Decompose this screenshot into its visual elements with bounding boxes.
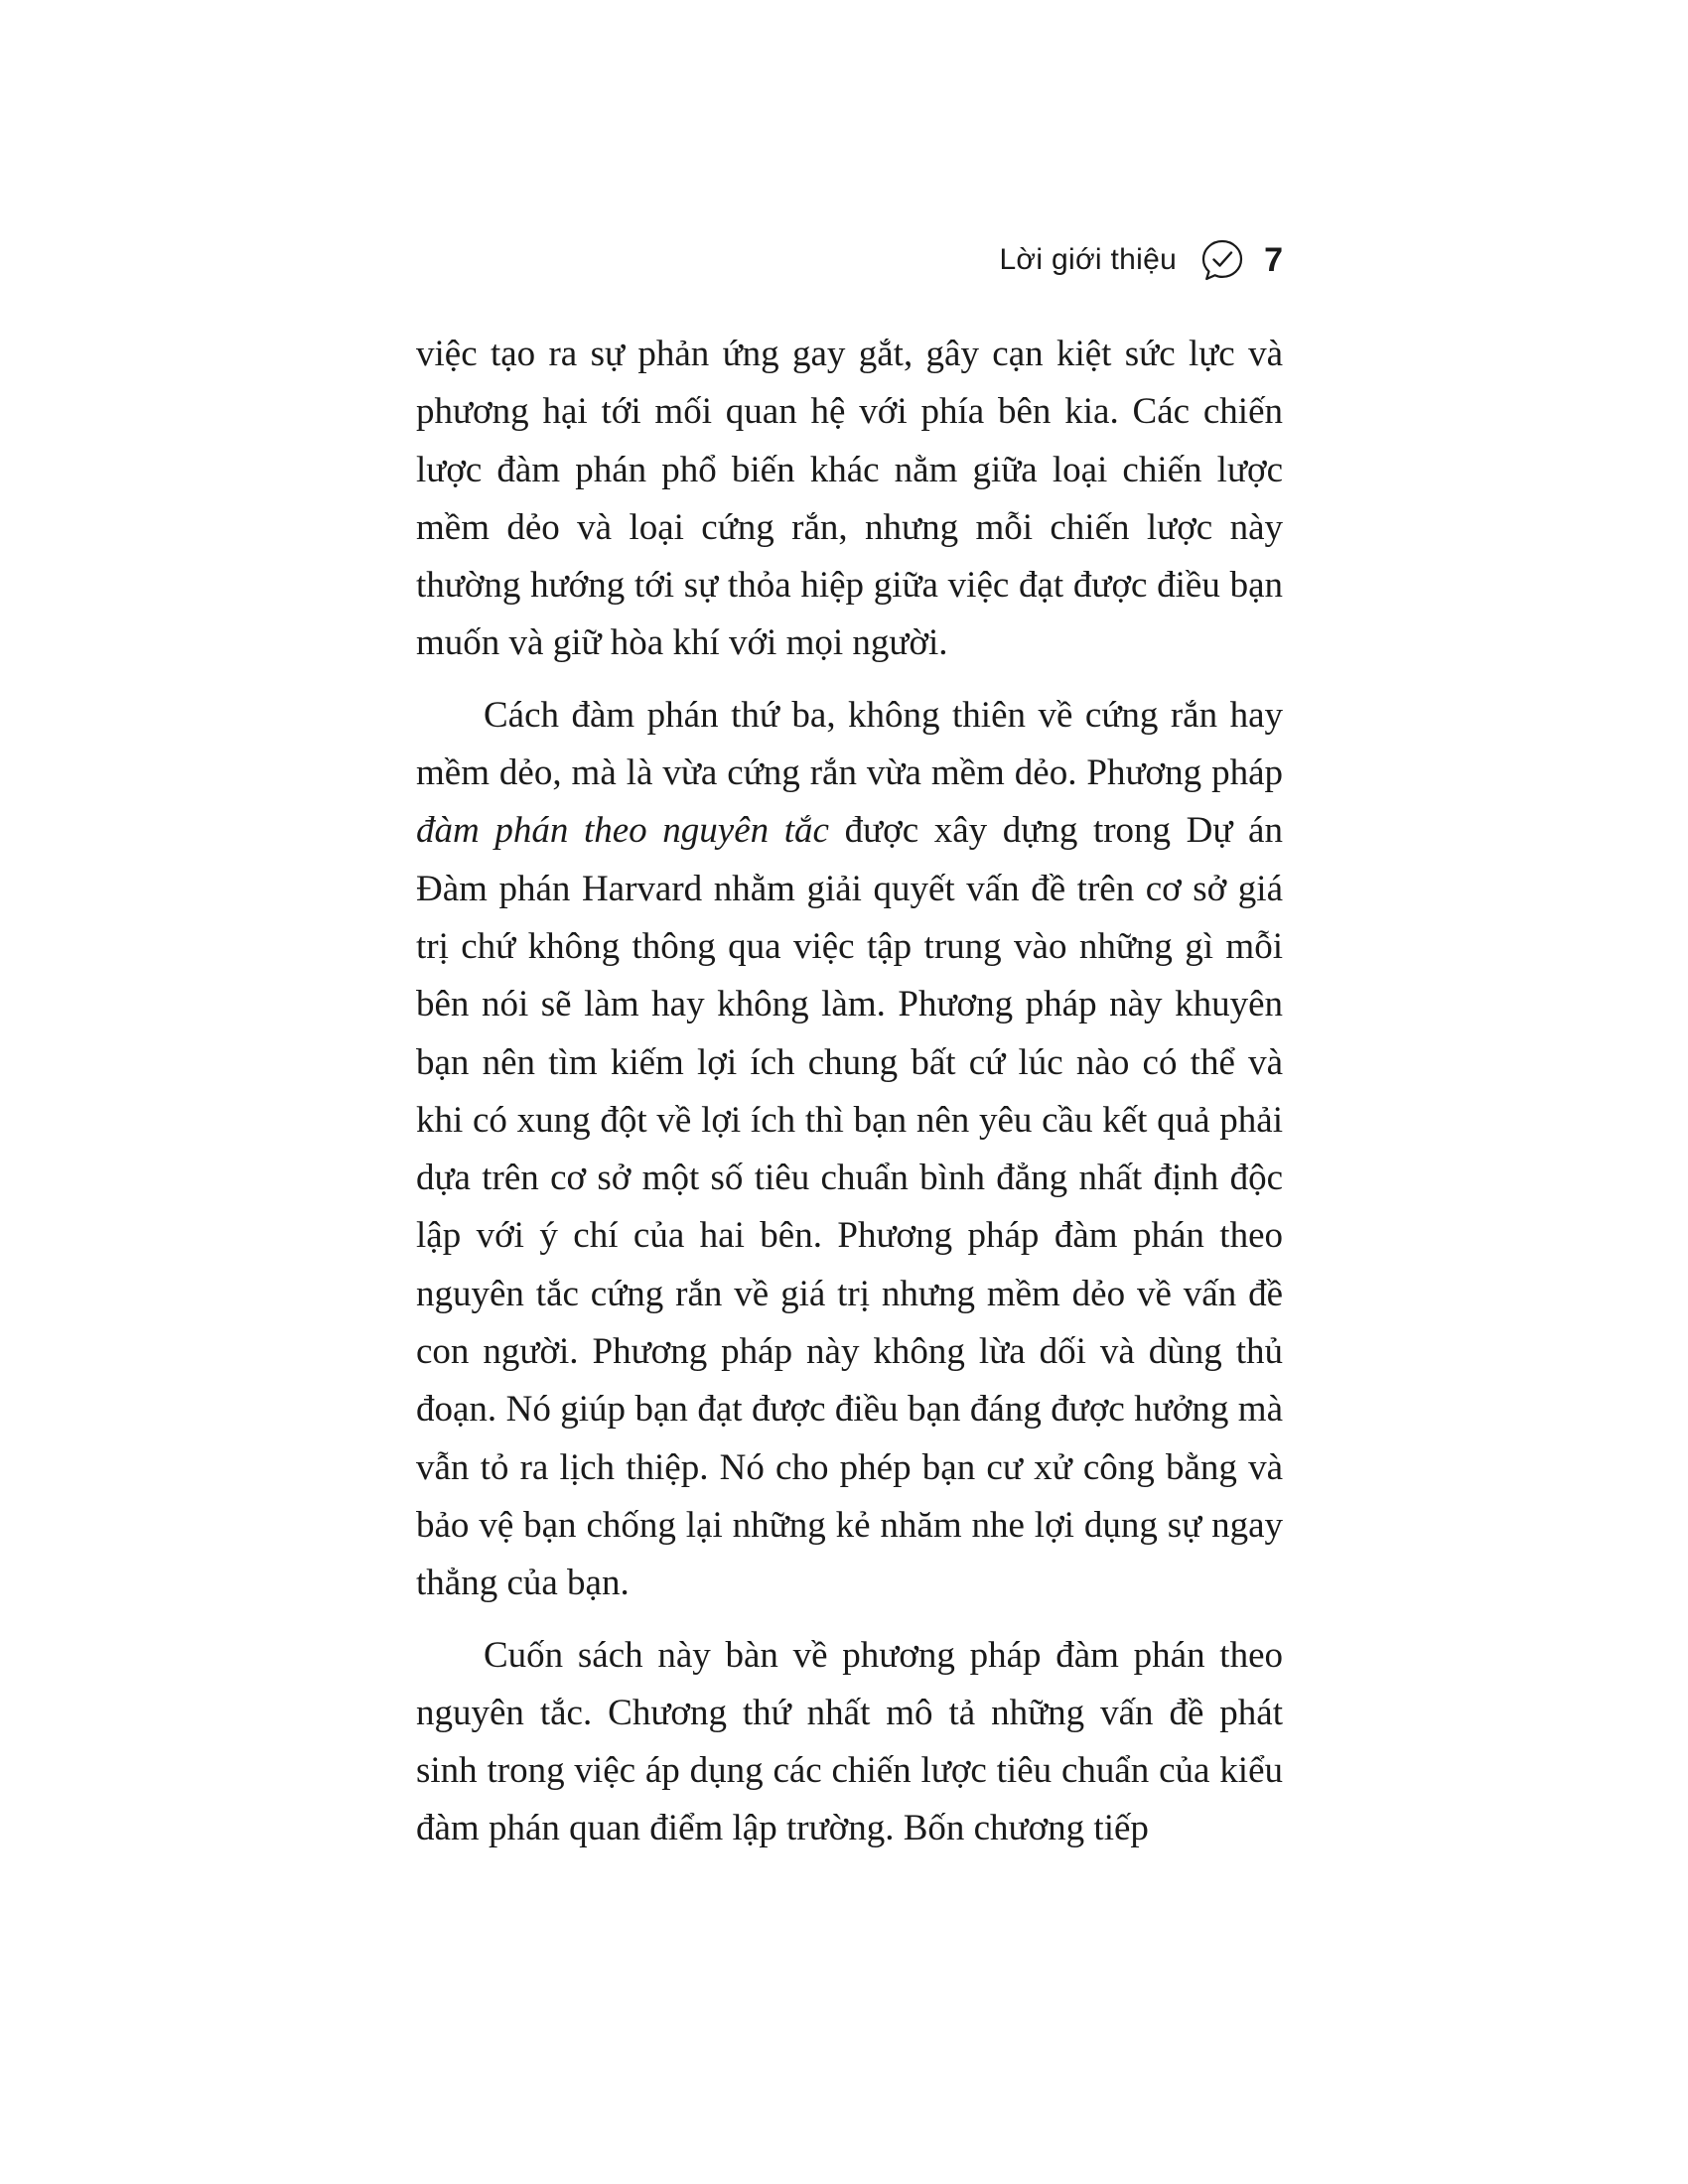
emphasized-term: đàm phán theo nguyên tắc xyxy=(416,810,829,852)
speech-bubble-check-icon xyxy=(1198,236,1246,284)
paragraph-2 xyxy=(416,687,1283,1613)
body-text xyxy=(416,326,1283,1858)
paragraph-3: Cuốn sách này bàn về phương pháp đàm phán theo nguyên tắc. Chương thứ nhất mô tả những vấn đề phát sinh trong việc áp dụng các chiến lược tiêu chuẩn của kiểu đàm phán quan điểm lập trường. Bốn chương tiếp xyxy=(416,1634,1283,1849)
paragraph-2-rest: được xây dựng trong Dự án Đàm phán Harvard nhằm giải quyết vấn đề trên cơ sở giá trị chứ không thông qua việc tập trung vào những gì mỗi bên nói sẽ làm hay không làm. Phương pháp này khuyên bạn nên tìm kiếm lợi ích chung bất cứ lúc nào có thể và khi có xung đột về lợi ích thì bạn nên yêu cầu kết quả phải dựa trên cơ sở một số tiêu chuẩn bình đẳng nhất định độc lập với ý chí của hai bên. Phương pháp đàm phán theo nguyên tắc cứng rắn về giá trị nhưng mềm dẻo về vấn đề con người. Phương pháp này không lừa dối và dùng thủ đoạn. Nó giúp bạn đạt được điều bạn đáng được hưởng mà vẫn tỏ ra lịch thiệp. Nó cho phép bạn cư xử công bằng và bảo vệ bạn chống lại những kẻ nhăm nhe lợi dụng sự ngay thẳng của bạn. xyxy=(416,810,1283,1604)
paragraph-1: việc tạo ra sự phản ứng gay gắt, gây cạn kiệt sức lực và phương hại tới mối quan hệ với phía bên kia. Các chiến lược đàm phán phổ biến khác nằm giữa loại chiến lược mềm dẻo và loại cứng rắn, nhưng mỗi chiến lược này thường hướng tới sự thỏa hiệp giữa việc đạt được điều bạn muốn và giữ hòa khí với mọi người. xyxy=(416,334,1283,664)
page-number: 7 xyxy=(1264,240,1283,279)
paragraph-2-start: Cách đàm phán thứ ba, không thiên về cứng rắn hay mềm dẻo, mà là vừa cứng rắn vừa mềm dẻo. Phương pháp xyxy=(416,694,1283,794)
running-header xyxy=(999,230,1283,290)
section-title: Lời giới thiệu xyxy=(999,243,1178,276)
